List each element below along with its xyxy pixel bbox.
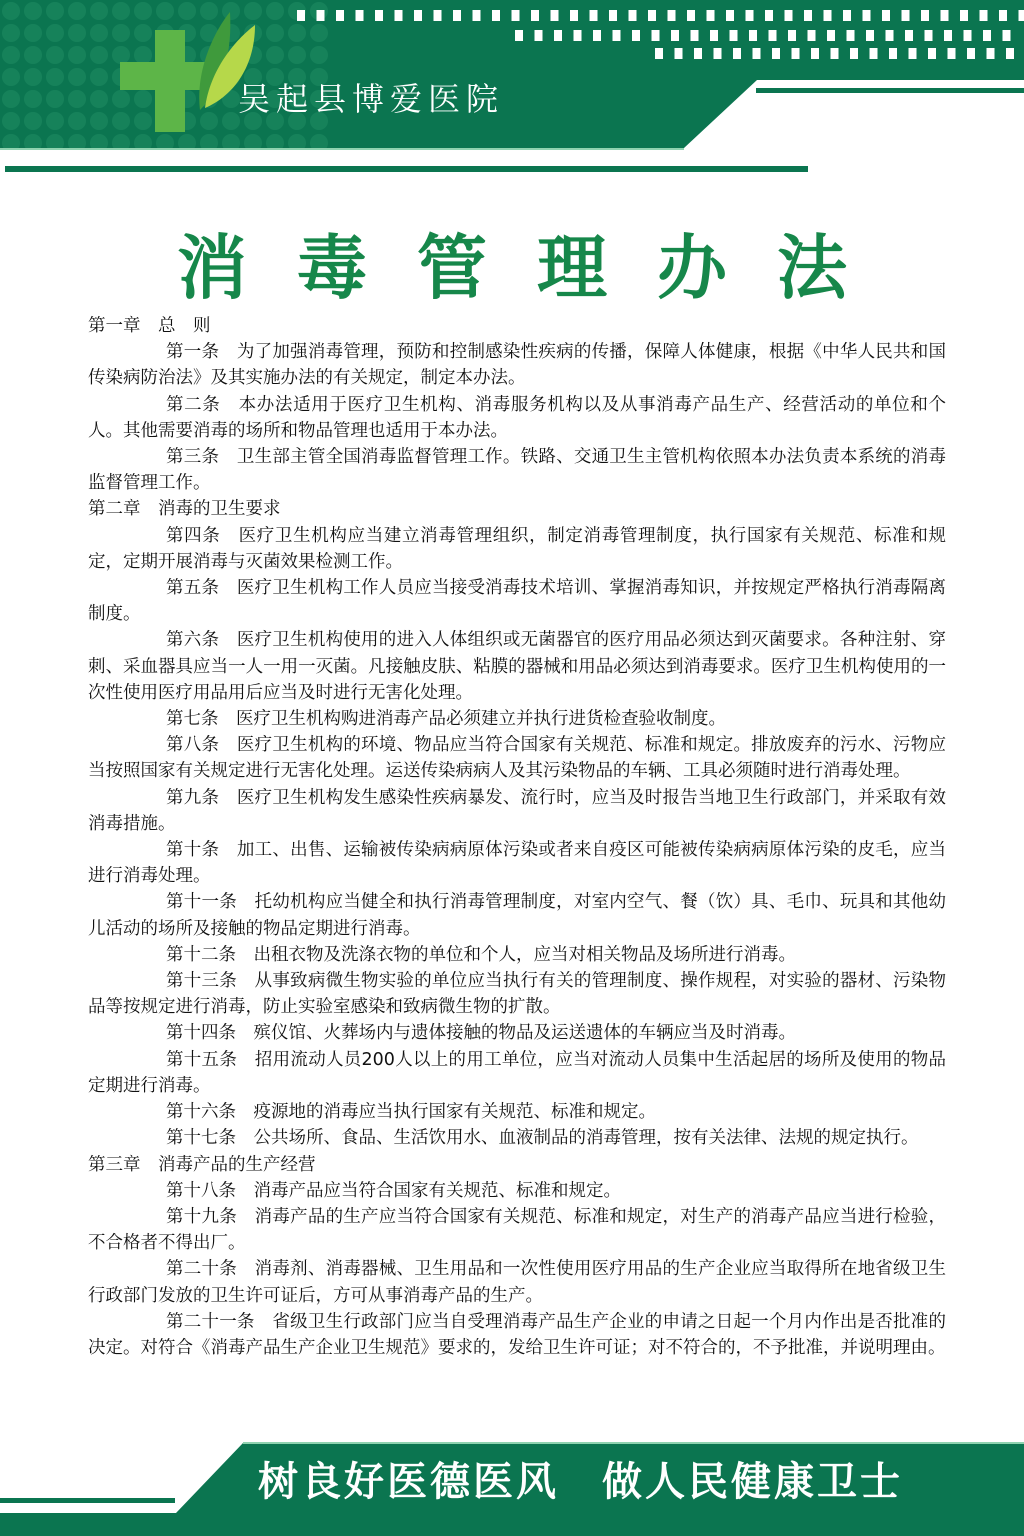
chapter-heading: 第一章 总 则: [88, 316, 211, 336]
article-paragraph: 第五条 医疗卫生机构工作人员应当接受消毒技术培训、掌握消毒知识，并按规定严格执行消毒隔离制度。: [88, 578, 946, 625]
article-paragraph: 第十九条 消毒产品的生产应当符合国家有关规范、标准和规定，对生产的消毒产品应当进行检验，不合格者不得出厂。: [88, 1206, 946, 1254]
decor-square: [866, 30, 874, 41]
decor-square: [714, 48, 722, 59]
decor-square: [983, 30, 991, 41]
decor-square: [655, 48, 663, 59]
decor-square: [609, 10, 617, 21]
decor-square: [765, 10, 773, 21]
decor-square: [297, 10, 305, 21]
decor-square: [882, 10, 890, 21]
decor-square: [964, 30, 972, 41]
decor-square: [831, 48, 839, 59]
decor-square: [551, 10, 559, 21]
decor-square: [492, 10, 500, 21]
decor-square: [905, 30, 913, 41]
article-paragraph: 第二条 本办法适用于医疗卫生机构、消毒服务机构以及从事消毒产品生产、经营活动的单位和个人。其他需要消毒的场所和物品管理也适用于本办法。: [88, 394, 946, 441]
footer-slogan: 树良好医德医风 做人民健康卫士: [258, 1459, 903, 1505]
decor-square: [902, 10, 910, 21]
decor-square: [336, 10, 344, 21]
decor-square: [792, 48, 800, 59]
article-paragraph: 第十二条 出租衣物及洗涤衣物的单位和个人，应当对相关物品及场所进行消毒。: [166, 944, 796, 965]
article-paragraph: 第十条 加工、出售、运输被传染病病原体污染或者来自疫区可能被传染病病原体污染的皮毛，应当进行消毒处理。: [88, 840, 946, 887]
article-paragraph: 第二十一条 省级卫生行政部门应当自受理消毒产品生产企业的申请之日起一个月内作出是否批准的决定。对符合《消毒产品生产企业卫生规范》要求的，发给卫生许可证；对不符合的，不予批准，并说明理由。: [88, 1311, 946, 1358]
decor-square: [824, 10, 832, 21]
article-paragraph: 第九条 医疗卫生机构发生感染性疾病暴发、流行时，应当及时报告当地卫生行政部门，并采取有效消毒措施。: [88, 787, 946, 834]
article-paragraph: 第十七条 公共场所、食品、生活饮用水、血液制品的消毒管理，按有关法律、法规的规定执行。: [166, 1128, 919, 1149]
decor-square: [691, 30, 699, 41]
decor-square: [632, 30, 640, 41]
decor-square: [707, 10, 715, 21]
decor-square: [531, 10, 539, 21]
decor-square: [570, 10, 578, 21]
decor-square: [909, 48, 917, 59]
article-paragraph: 第十八条 消毒产品应当符合国家有关规范、标准和规定。: [166, 1180, 621, 1201]
decor-square: [733, 48, 741, 59]
article-paragraph: 第三条 卫生部主管全国消毒监督管理工作。铁路、交通卫生主管机构依照本办法负责本系统的消毒监督管理工作。: [88, 447, 946, 494]
decor-square: [473, 10, 481, 21]
decor-square: [1019, 10, 1024, 21]
header-stripe: [756, 88, 1024, 93]
decor-square: [710, 30, 718, 41]
decor-square: [772, 48, 780, 59]
decor-square: [808, 30, 816, 41]
article-paragraph: 第十一条 托幼机构应当健全和执行消毒管理制度，对室内空气、餐（饮）具、毛巾、玩具和其他幼儿活动的场所及接触的物品定期进行消毒。: [88, 892, 946, 939]
decor-square: [593, 30, 601, 41]
regulation-text: [88, 313, 946, 1361]
decor-square: [960, 10, 968, 21]
article-paragraph: 第十四条 殡仪馆、火葬场内与遗体接触的物品及运送遗体的车辆应当及时消毒。: [166, 1023, 796, 1044]
decor-square: [317, 10, 325, 21]
chapter-heading: 第二章 消毒的卫生要求: [88, 499, 281, 520]
decor-square: [687, 10, 695, 21]
article-paragraph: 第四条 医疗卫生机构应当建立消毒管理组织，制定消毒管理制度，执行国家有关规范、标准和规定，定期开展消毒与灭菌效果检测工作。: [88, 525, 946, 572]
footer-stripe: [0, 1498, 175, 1503]
decor-square: [847, 30, 855, 41]
decor-square: [967, 48, 975, 59]
article-paragraph: 第十三条 从事致病微生物实验的单位应当执行有关的管理制度、操作规程，对实验的器材、污染物品等按规定进行消毒，防止实验室感染和致病微生物的扩散。: [88, 971, 946, 1018]
article-paragraph: 第八条 医疗卫生机构的环境、物品应当符合国家有关规范、标准和规定。排放废弃的污水、污物应当按照国家有关规定进行无害化处理。运送传染病病人及其污染物品的车辆、工具必须随时进行消毒处理。: [88, 735, 946, 782]
article-paragraph: 第六条 医疗卫生机构使用的进入人体组织或无菌器官的医疗用品必须达到灭菌要求。各种注射、穿刺、采血器具应当一人一用一灭菌。凡接触皮肤、粘膜的器械和用品必须达到消毒要求。医疗卫生机构使用的一次性使用医疗用品用后应当及时进行无害化处理。: [88, 630, 946, 703]
article-paragraph: 第十六条 疫源地的消毒应当执行国家有关规范、标准和规定。: [166, 1102, 656, 1123]
decor-square: [980, 10, 988, 21]
decor-square: [434, 10, 442, 21]
decor-square: [726, 10, 734, 21]
decor-square: [515, 30, 523, 41]
decor-square: [921, 10, 929, 21]
decor-square: [948, 48, 956, 59]
hospital-name: 吴起县博爱医院: [238, 80, 505, 118]
decor-square: [375, 10, 383, 21]
decor-square: [356, 10, 364, 21]
decor-square: [671, 30, 679, 41]
decor-square: [850, 48, 858, 59]
decor-square: [453, 10, 461, 21]
decor-square: [889, 48, 897, 59]
decor-square: [769, 30, 777, 41]
decor-square: [730, 30, 738, 41]
header-rule: [5, 166, 808, 172]
decor-square: [928, 48, 936, 59]
decor-square: [1003, 30, 1011, 41]
decor-square: [554, 30, 562, 41]
page-title: 消毒管理办法: [177, 227, 897, 309]
decor-square: [395, 10, 403, 21]
article-paragraph: 第十五条 招用流动人员200人以上的用工单位，应当对流动人员集中生活起居的场所及使用的物品定期进行消毒。: [88, 1049, 946, 1096]
decor-square: [1006, 48, 1014, 59]
decor-square: [925, 30, 933, 41]
decor-square: [987, 48, 995, 59]
decor-square: [944, 30, 952, 41]
decor-square: [512, 10, 520, 21]
decor-square: [811, 48, 819, 59]
article-paragraph: 第七条 医疗卫生机构购进消毒产品必须建立并执行进货检查验收制度。: [166, 709, 726, 730]
decor-square: [804, 10, 812, 21]
chapter-heading: 第三章 消毒产品的生产经营: [88, 1154, 316, 1175]
decor-square: [668, 10, 676, 21]
decor-square: [652, 30, 660, 41]
decor-square: [414, 10, 422, 21]
decor-square: [694, 48, 702, 59]
decor-square: [999, 10, 1007, 21]
decor-square: [788, 30, 796, 41]
article-paragraph: 第二十条 消毒剂、消毒器械、卫生用品和一次性使用医疗用品的生产企业应当取得所在地省级卫生行政部门发放的卫生许可证后，方可从事消毒产品的生产。: [88, 1259, 946, 1306]
article-paragraph: 第一条 为了加强消毒管理，预防和控制感染性疾病的传播，保障人体健康，根据《中华人民共和国传染病防治法》及其实施办法的有关规定，制定本办法。: [88, 342, 946, 389]
decor-square: [749, 30, 757, 41]
decor-square: [870, 48, 878, 59]
decor-square: [827, 30, 835, 41]
decor-square: [785, 10, 793, 21]
decor-square: [535, 30, 543, 41]
decor-square: [941, 10, 949, 21]
decor-square: [886, 30, 894, 41]
decor-square: [648, 10, 656, 21]
decor-square: [746, 10, 754, 21]
decor-square: [590, 10, 598, 21]
decor-square: [843, 10, 851, 21]
decor-square: [675, 48, 683, 59]
decor-square: [753, 48, 761, 59]
decor-square: [613, 30, 621, 41]
decor-square: [574, 30, 582, 41]
decor-square: [629, 10, 637, 21]
decor-square: [863, 10, 871, 21]
